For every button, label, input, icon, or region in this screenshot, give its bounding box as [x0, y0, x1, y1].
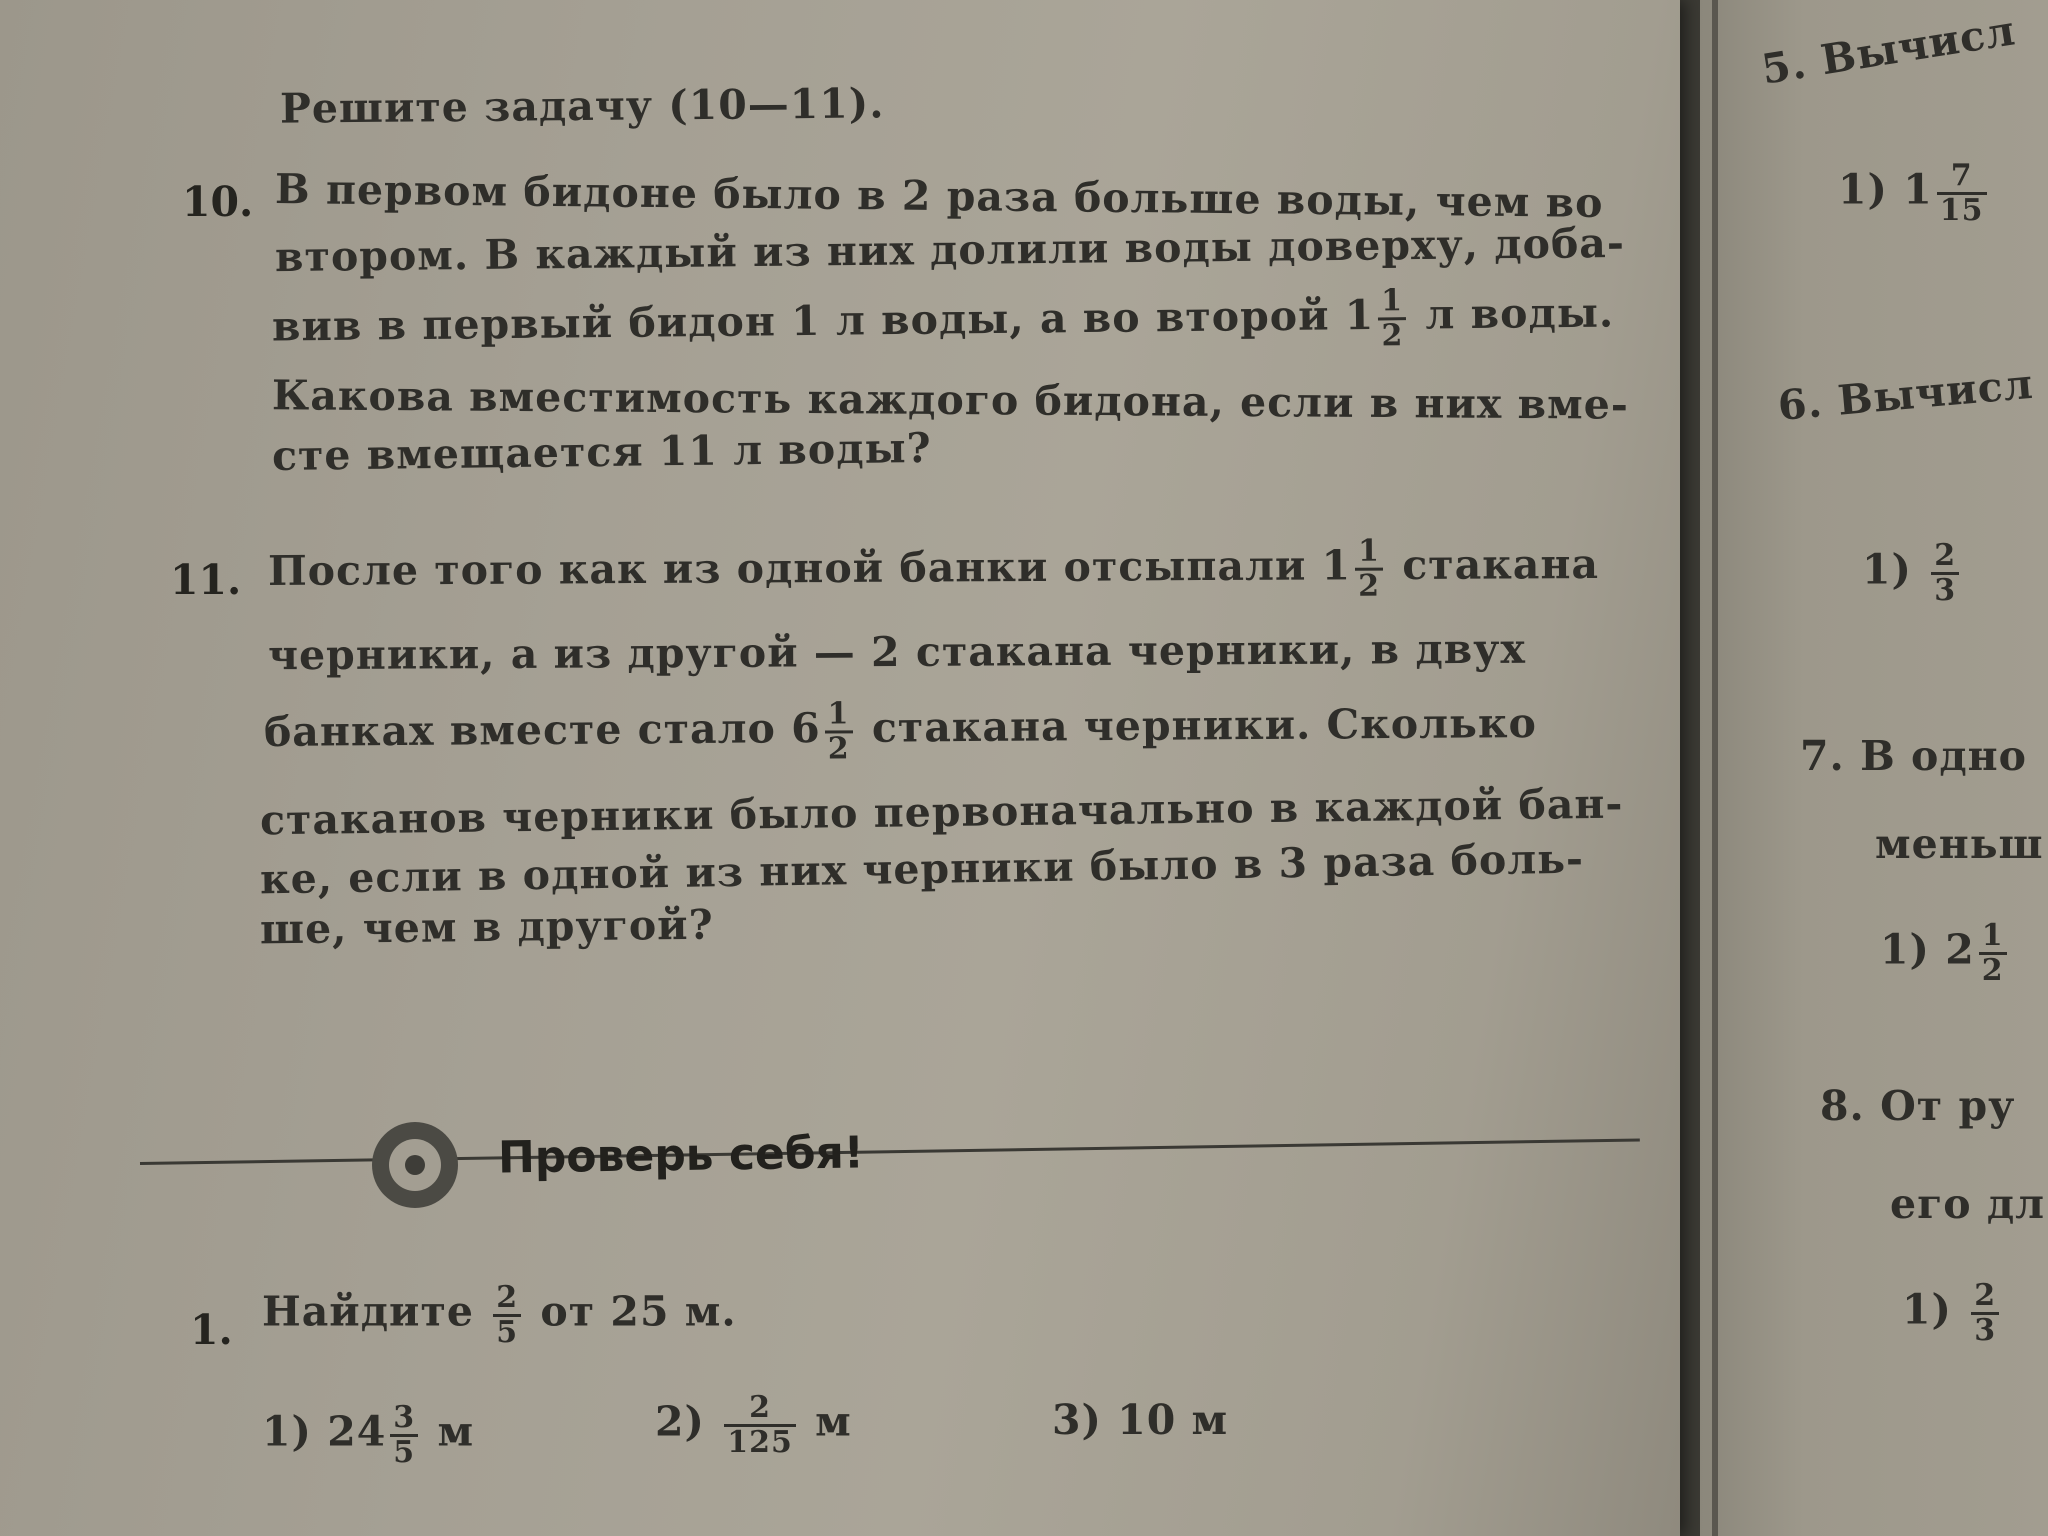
problem-11-line-1 [268, 535, 1599, 608]
problem-10-line-2: втором. В каждый из них долили воды доверху, доба- [274, 218, 1626, 282]
task-1-question [262, 1282, 737, 1348]
problem-11-line-3-start: банках вместе стало 6 [263, 704, 821, 756]
problem-11-line-6: ше, чем в другой? [259, 900, 714, 954]
show-through-text [180, 970, 193, 1010]
right-item-8: 8. От ру [1820, 1082, 2016, 1130]
task-1-number: 1. [190, 1306, 233, 1354]
right-item-7-line-2: меньш [1875, 820, 2044, 868]
task-1-option-1: 1) 24 $\frac{3}{5}$ м [262, 1400, 475, 1470]
problem-11-line-1-start: После того как из одной банки отсыпали 1 [267, 541, 1352, 595]
right-item-5-answer: 1) 1 $\frac{7}{15}$ [1838, 160, 1991, 226]
target-icon [372, 1122, 458, 1208]
problem-11-line-1-end: стакана [1402, 540, 1600, 590]
problem-10-line-4: Какова вместимость каждого бидона, если в них вме- [271, 371, 1629, 429]
problem-10-line-5: сте вмещается 11 л воды? [271, 423, 932, 481]
task-1-option-3: 3) 10 м [1052, 1396, 1229, 1444]
fraction-one-half: $\frac{1}{2}$ [825, 698, 853, 764]
task-1-option-2: 2) $\frac{2}{125}$ м [655, 1390, 852, 1460]
problem-10-line-3-start: вив в первый бидон 1 л воды, а во второй 1 [271, 290, 1375, 351]
task-1-text-start: Найдите [262, 1287, 474, 1336]
fraction-two-fifths: $\frac{2}{5}$ [493, 1282, 521, 1348]
problem-11-line-4: стаканов черники было первоначально в каждой бан- [259, 779, 1624, 845]
problem-11-line-2: черники, а из другой — 2 стакана черники, в двух [267, 624, 1527, 680]
right-item-8-answer: 1) $\frac{2}{3}$ [1902, 1280, 2003, 1346]
right-item-8-line-2: его дл [1890, 1180, 2046, 1228]
fraction-one-half: $\frac{1}{2}$ [1378, 285, 1407, 351]
problem-10-line-1: В первом бидоне было в 2 раза больше воды, чем во [274, 165, 1604, 227]
fraction-one-half: $\frac{1}{2}$ [1355, 536, 1383, 602]
problem-10-line-3 [272, 283, 1615, 363]
right-item-5: 5. Вычисл [1758, 6, 2019, 94]
page-fold [1712, 0, 1718, 1536]
problem-10-number: 10. [182, 178, 254, 226]
problem-11-number: 11. [170, 556, 242, 604]
problem-11-line-3 [264, 694, 1537, 769]
problem-11-line-3-end: стакана черники. Сколько [871, 699, 1538, 752]
check-yourself-title: Проверь себя! [497, 1127, 865, 1184]
right-item-7-answer: 1) 2 $\frac{1}{2}$ [1880, 920, 2011, 986]
right-item-6-answer: 1) $\frac{2}{3}$ [1862, 540, 1963, 606]
right-item-6: 6. Вычисл [1775, 359, 2036, 430]
problem-10-line-3-end: л воды. [1425, 288, 1615, 339]
right-item-7: 7. В одно [1800, 732, 2028, 780]
problem-11-line-5: ке, если в одной из них черники было в 3 раза боль- [259, 834, 1585, 904]
task-1-text-end: от 25 м. [540, 1287, 737, 1336]
section-intro: Решите задачу (10—11). [279, 79, 885, 133]
